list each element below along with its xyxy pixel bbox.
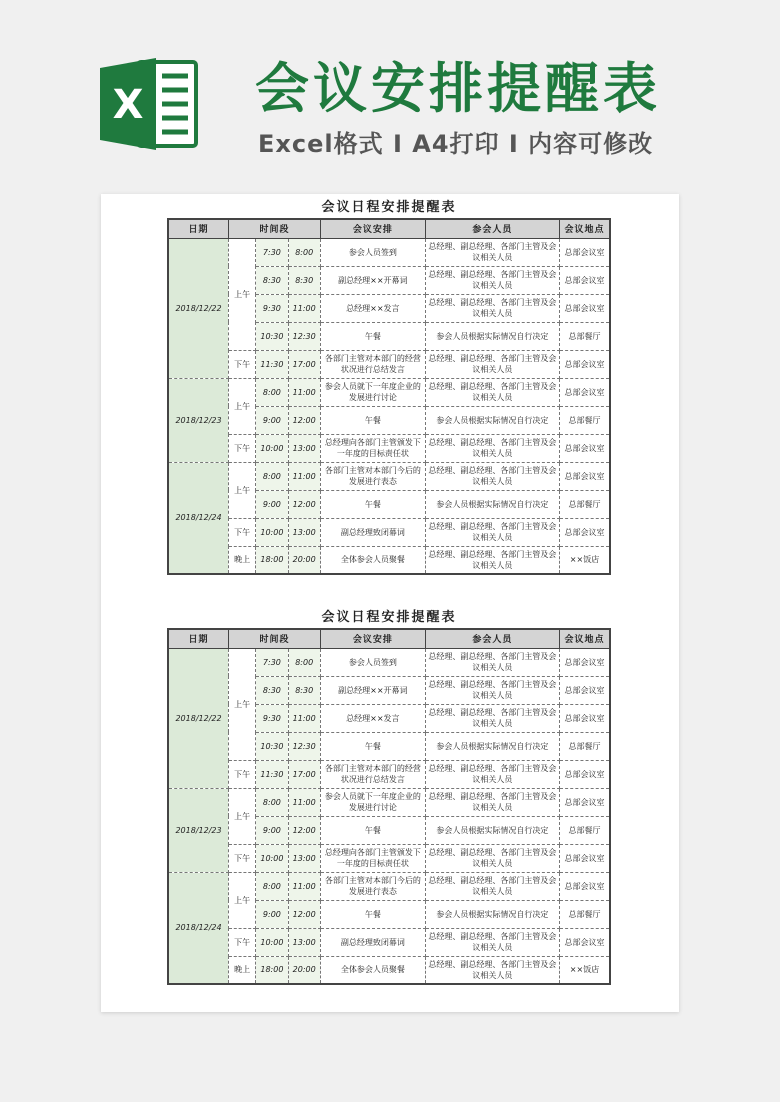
- table-row: [168, 648, 610, 676]
- location-cell: 总部会议室: [560, 704, 611, 732]
- location-cell: 总部会议室: [560, 462, 611, 490]
- schedule-table: [167, 628, 611, 985]
- date-cell: 2018/12/22: [168, 648, 229, 788]
- period-cell: 下午: [229, 844, 256, 872]
- attendees-cell: 参会人员根据实际情况自行决定: [425, 490, 559, 518]
- attendees-cell: 总经理、副总经理、各部门主管及会议相关人员: [425, 956, 559, 984]
- excel-logo-icon: [100, 56, 200, 152]
- end-time-cell: 8:30: [288, 266, 320, 294]
- period-cell: 下午: [229, 928, 256, 956]
- agenda-cell: 副总经理××开幕词: [320, 266, 425, 294]
- column-header-time: 时间段: [229, 219, 321, 238]
- start-time-cell: 18:00: [256, 956, 288, 984]
- period-cell: 晚上: [229, 546, 256, 574]
- location-cell: 总部餐厅: [560, 816, 611, 844]
- end-time-cell: 12:00: [288, 406, 320, 434]
- table-row: [168, 238, 610, 266]
- location-cell: 总部会议室: [560, 844, 611, 872]
- page-subtitle: Excel格式 Ⅰ A4打印 Ⅰ 内容可修改: [258, 130, 654, 158]
- period-cell: 上午: [229, 238, 256, 350]
- agenda-cell: 各部门主管对本部门今后的发展进行表态: [320, 462, 425, 490]
- start-time-cell: 10:00: [256, 844, 288, 872]
- period-cell: 下午: [229, 434, 256, 462]
- schedule-sheet: [167, 608, 611, 985]
- agenda-cell: 副总经理致闭幕词: [320, 928, 425, 956]
- start-time-cell: 9:00: [256, 900, 288, 928]
- attendees-cell: 总经理、副总经理、各部门主管及会议相关人员: [425, 872, 559, 900]
- attendees-cell: 总经理、副总经理、各部门主管及会议相关人员: [425, 462, 559, 490]
- table-row: [168, 350, 610, 378]
- agenda-cell: 午餐: [320, 490, 425, 518]
- location-cell: 总部会议室: [560, 760, 611, 788]
- agenda-cell: 全体参会人员聚餐: [320, 546, 425, 574]
- period-cell: 上午: [229, 872, 256, 928]
- period-cell: 晚上: [229, 956, 256, 984]
- start-time-cell: 10:00: [256, 928, 288, 956]
- end-time-cell: 12:00: [288, 900, 320, 928]
- start-time-cell: 9:00: [256, 816, 288, 844]
- location-cell: 总部会议室: [560, 266, 611, 294]
- attendees-cell: 总经理、副总经理、各部门主管及会议相关人员: [425, 238, 559, 266]
- table-row: [168, 844, 610, 872]
- attendees-cell: 总经理、副总经理、各部门主管及会议相关人员: [425, 294, 559, 322]
- start-time-cell: 10:30: [256, 732, 288, 760]
- period-cell: 上午: [229, 648, 256, 760]
- agenda-cell: 午餐: [320, 900, 425, 928]
- end-time-cell: 13:00: [288, 928, 320, 956]
- sheet-title: 会议日程安排提醒表: [321, 200, 457, 215]
- table-row: [168, 546, 610, 574]
- document-preview: [101, 194, 679, 1012]
- start-time-cell: 10:00: [256, 434, 288, 462]
- table-header-row: [168, 219, 610, 238]
- period-cell: 下午: [229, 760, 256, 788]
- agenda-cell: 参会人员签到: [320, 648, 425, 676]
- agenda-cell: 总经理××发言: [320, 294, 425, 322]
- start-time-cell: 7:30: [256, 238, 288, 266]
- end-time-cell: 17:00: [288, 350, 320, 378]
- date-cell: 2018/12/24: [168, 872, 229, 984]
- column-header-time: 时间段: [229, 629, 321, 648]
- attendees-cell: 参会人员根据实际情况自行决定: [425, 816, 559, 844]
- location-cell: ××饭店: [560, 546, 611, 574]
- attendees-cell: 总经理、副总经理、各部门主管及会议相关人员: [425, 844, 559, 872]
- end-time-cell: 11:00: [288, 704, 320, 732]
- start-time-cell: 8:30: [256, 266, 288, 294]
- location-cell: 总部餐厅: [560, 900, 611, 928]
- end-time-cell: 11:00: [288, 872, 320, 900]
- agenda-cell: 总经理向各部门主管颁发下一年度的目标责任状: [320, 434, 425, 462]
- period-cell: 上午: [229, 462, 256, 518]
- attendees-cell: 总经理、副总经理、各部门主管及会议相关人员: [425, 350, 559, 378]
- attendees-cell: 参会人员根据实际情况自行决定: [425, 900, 559, 928]
- agenda-cell: 参会人员签到: [320, 238, 425, 266]
- table-row: [168, 434, 610, 462]
- table-row: [168, 872, 610, 900]
- end-time-cell: 11:00: [288, 294, 320, 322]
- end-time-cell: 13:00: [288, 434, 320, 462]
- location-cell: ××饭店: [560, 956, 611, 984]
- table-row: [168, 462, 610, 490]
- column-header-agenda: 会议安排: [320, 219, 425, 238]
- sheet-title: 会议日程安排提醒表: [321, 610, 457, 625]
- end-time-cell: 20:00: [288, 546, 320, 574]
- end-time-cell: 8:00: [288, 238, 320, 266]
- table-header-row: [168, 629, 610, 648]
- column-header-place: 会议地点: [560, 219, 611, 238]
- agenda-cell: 总经理××发言: [320, 704, 425, 732]
- column-header-people: 参会人员: [425, 629, 559, 648]
- attendees-cell: 参会人员根据实际情况自行决定: [425, 406, 559, 434]
- start-time-cell: 8:00: [256, 378, 288, 406]
- attendees-cell: 总经理、副总经理、各部门主管及会议相关人员: [425, 704, 559, 732]
- agenda-cell: 参会人员就下一年度企业的发展进行讨论: [320, 378, 425, 406]
- location-cell: 总部会议室: [560, 676, 611, 704]
- start-time-cell: 8:00: [256, 788, 288, 816]
- agenda-cell: 全体参会人员聚餐: [320, 956, 425, 984]
- start-time-cell: 8:00: [256, 872, 288, 900]
- schedule-table: [167, 218, 611, 575]
- location-cell: 总部会议室: [560, 238, 611, 266]
- location-cell: 总部会议室: [560, 350, 611, 378]
- attendees-cell: 总经理、副总经理、各部门主管及会议相关人员: [425, 434, 559, 462]
- end-time-cell: 11:00: [288, 788, 320, 816]
- location-cell: 总部会议室: [560, 648, 611, 676]
- start-time-cell: 8:30: [256, 676, 288, 704]
- period-cell: 下午: [229, 350, 256, 378]
- location-cell: 总部会议室: [560, 378, 611, 406]
- start-time-cell: 7:30: [256, 648, 288, 676]
- date-cell: 2018/12/22: [168, 238, 229, 378]
- header: [0, 0, 780, 180]
- period-cell: 上午: [229, 788, 256, 844]
- attendees-cell: 总经理、副总经理、各部门主管及会议相关人员: [425, 760, 559, 788]
- location-cell: 总部会议室: [560, 788, 611, 816]
- end-time-cell: 12:30: [288, 322, 320, 350]
- attendees-cell: 总经理、副总经理、各部门主管及会议相关人员: [425, 266, 559, 294]
- column-header-place: 会议地点: [560, 629, 611, 648]
- end-time-cell: 8:30: [288, 676, 320, 704]
- schedule-sheet: [167, 198, 611, 575]
- end-time-cell: 11:00: [288, 462, 320, 490]
- agenda-cell: 午餐: [320, 322, 425, 350]
- location-cell: 总部会议室: [560, 872, 611, 900]
- attendees-cell: 总经理、副总经理、各部门主管及会议相关人员: [425, 788, 559, 816]
- start-time-cell: 9:30: [256, 294, 288, 322]
- attendees-cell: 参会人员根据实际情况自行决定: [425, 322, 559, 350]
- location-cell: 总部餐厅: [560, 490, 611, 518]
- attendees-cell: 总经理、副总经理、各部门主管及会议相关人员: [425, 676, 559, 704]
- table-row: [168, 788, 610, 816]
- date-cell: 2018/12/23: [168, 788, 229, 872]
- column-header-date: 日期: [168, 219, 229, 238]
- location-cell: 总部餐厅: [560, 732, 611, 760]
- location-cell: 总部会议室: [560, 928, 611, 956]
- agenda-cell: 参会人员就下一年度企业的发展进行讨论: [320, 788, 425, 816]
- location-cell: 总部餐厅: [560, 322, 611, 350]
- attendees-cell: 总经理、副总经理、各部门主管及会议相关人员: [425, 928, 559, 956]
- table-row: [168, 928, 610, 956]
- agenda-cell: 各部门主管对本部门的经营状况进行总结发言: [320, 760, 425, 788]
- end-time-cell: 8:00: [288, 648, 320, 676]
- start-time-cell: 10:00: [256, 518, 288, 546]
- agenda-cell: 总经理向各部门主管颁发下一年度的目标责任状: [320, 844, 425, 872]
- excel-logo-letter: X: [112, 82, 144, 128]
- column-header-date: 日期: [168, 629, 229, 648]
- start-time-cell: 10:30: [256, 322, 288, 350]
- start-time-cell: 11:30: [256, 350, 288, 378]
- column-header-agenda: 会议安排: [320, 629, 425, 648]
- agenda-cell: 午餐: [320, 816, 425, 844]
- agenda-cell: 午餐: [320, 406, 425, 434]
- period-cell: 下午: [229, 518, 256, 546]
- table-row: [168, 518, 610, 546]
- attendees-cell: 总经理、副总经理、各部门主管及会议相关人员: [425, 546, 559, 574]
- attendees-cell: 总经理、副总经理、各部门主管及会议相关人员: [425, 378, 559, 406]
- location-cell: 总部会议室: [560, 294, 611, 322]
- attendees-cell: 总经理、副总经理、各部门主管及会议相关人员: [425, 518, 559, 546]
- agenda-cell: 副总经理××开幕词: [320, 676, 425, 704]
- agenda-cell: 副总经理致闭幕词: [320, 518, 425, 546]
- page-title: 会议安排提醒表: [255, 57, 661, 120]
- attendees-cell: 参会人员根据实际情况自行决定: [425, 732, 559, 760]
- location-cell: 总部会议室: [560, 518, 611, 546]
- start-time-cell: 8:00: [256, 462, 288, 490]
- date-cell: 2018/12/24: [168, 462, 229, 574]
- end-time-cell: 20:00: [288, 956, 320, 984]
- agenda-cell: 午餐: [320, 732, 425, 760]
- location-cell: 总部餐厅: [560, 406, 611, 434]
- end-time-cell: 12:30: [288, 732, 320, 760]
- end-time-cell: 17:00: [288, 760, 320, 788]
- table-row: [168, 956, 610, 984]
- period-cell: 上午: [229, 378, 256, 434]
- start-time-cell: 18:00: [256, 546, 288, 574]
- end-time-cell: 13:00: [288, 518, 320, 546]
- attendees-cell: 总经理、副总经理、各部门主管及会议相关人员: [425, 648, 559, 676]
- start-time-cell: 11:30: [256, 760, 288, 788]
- start-time-cell: 9:00: [256, 490, 288, 518]
- location-cell: 总部会议室: [560, 434, 611, 462]
- column-header-people: 参会人员: [425, 219, 559, 238]
- end-time-cell: 11:00: [288, 378, 320, 406]
- agenda-cell: 各部门主管对本部门的经营状况进行总结发言: [320, 350, 425, 378]
- agenda-cell: 各部门主管对本部门今后的发展进行表态: [320, 872, 425, 900]
- table-row: [168, 378, 610, 406]
- start-time-cell: 9:30: [256, 704, 288, 732]
- end-time-cell: 12:00: [288, 490, 320, 518]
- table-row: [168, 760, 610, 788]
- date-cell: 2018/12/23: [168, 378, 229, 462]
- end-time-cell: 13:00: [288, 844, 320, 872]
- end-time-cell: 12:00: [288, 816, 320, 844]
- start-time-cell: 9:00: [256, 406, 288, 434]
